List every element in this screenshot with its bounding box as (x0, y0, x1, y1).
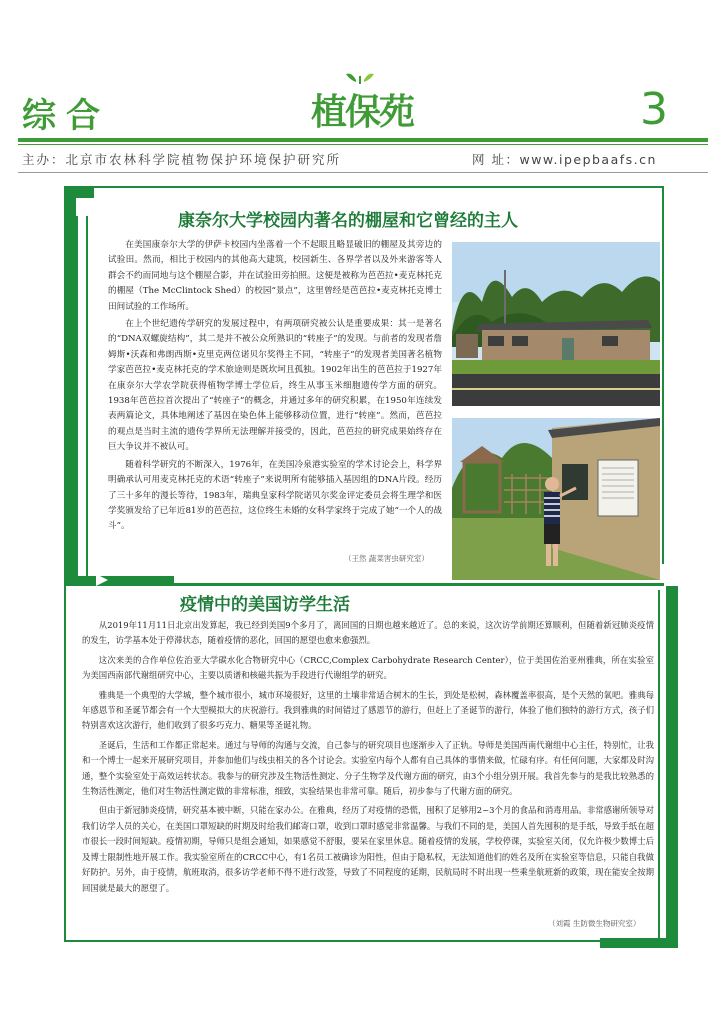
header-rule (18, 138, 708, 142)
shed-photo (452, 242, 660, 406)
article1-paragraph: 随着科学研究的不断深入，1976年，在美国冷泉港实验室的学术讨论会上，科学界明确承认可用麦克林托克的术语“转座子”来说明所有能够插入基因组的DNA片段。经历了三十多年的漫长等待，1983年，瑞典皇家科学院诺贝尔奖金评定委员会将生理学和医学奖颁发给了已年近81岁的芭芭拉，这位终生未婚的女科学家终于完成了她“一个人的战斗”。 (108, 459, 442, 532)
page-number: 3 (640, 84, 668, 135)
frame-lower-left-line (64, 586, 66, 942)
article1-body (108, 238, 442, 535)
newsletter-logo (306, 70, 418, 134)
article1-paragraph: 在上个世纪遗传学研究的发展过程中，有两项研究被公认是重要成果：其一是著名的“DNA双螺旋结构”，其二是并不被公众所熟识的“转座子”的发现。与前者的发现者詹姆斯•沃森和弗朗西斯•克里克两位诺贝尔奖得主不同，“转座子”的发现者美国著名植物学家芭芭拉•麦克林托克的学术旅途则是既坎坷且孤独。1902年出生的芭芭拉于1927年在康奈尔大学农学院获得植物学博士学位后，终生从事玉米细胞遗传学方面的研究。1938年芭芭拉首次提出了“转座子”的概念，并通过多年的研究积累，在1950年连续发表两篇论文，具体地阐述了基因在染色体上能够移动位置，进行“转座”。然而，芭芭拉的观点是当时主流的遗传学界所无法理解并接受的，因此，芭芭拉的研究成果始终存在巨大争议并不被认可。 (108, 319, 442, 453)
article1-paragraph: 在美国康奈尔大学的伊萨卡校园内坐落着一个不起眼且略显破旧的棚屋及其旁边的试验田。然而，相比于校园内的其他高大建筑，校园新生、各界学者以及外来游客等人群会不约而同地与这个棚屋合影，并在试验田旁拍照。这便是被称为芭芭拉•麦克林托克的棚屋（The McClintock Shed）的校园“景点”，这里曾经是芭芭拉•麦克林托克博士田间试验的工作场所。 (108, 240, 442, 312)
article2-paragraph: 这次来美的合作单位佐治亚大学碳水化合物研究中心（CRCC,Complex Carbohydrate Research Center），位于美国佐治亚州雅典，所在实验室为美国西南部代谢组研究中心，主要以质谱和核磁共振为手段进行代谢组学的研究。 (82, 654, 654, 681)
article2-paragraph: 雅典是一个典型的大学城，整个城市很小，城市环境很好，这里的土壤非常适合树木的生长，到处是松树，森林覆盖率很高，是个天然的氧吧。雅典每年感恩节和圣诞节都会有一个大型模拟大的庆祝游行。我到雅典的时间错过了感恩节的游行，但赶上了圣诞节的游行，体验了他们独特的游行方式，孩子们特别喜欢这次游行，他们收到了很多巧克力、糖果等圣诞礼物。 (82, 689, 654, 731)
frame-top-line (64, 186, 664, 188)
article2-title: 疫情中的美国访学生活 (180, 595, 350, 615)
frame-arrow (96, 574, 108, 586)
frame-lower-right-inner-line (658, 590, 660, 940)
frame-left-bar (64, 216, 78, 586)
frame-left-inner-line (86, 216, 88, 576)
website-line: 网 址：www.ipepbaafs.cn (472, 152, 657, 167)
section-title: 综合 (22, 96, 110, 136)
frame-bottom-line (64, 940, 678, 942)
frame-right-line (662, 186, 664, 564)
article2-credit: （刘霞 生防微生物研究室） (548, 919, 641, 928)
logo-text: 植保苑 (310, 92, 414, 133)
logo-graphic (306, 70, 418, 134)
header-divider (18, 172, 708, 173)
article2-paragraph: 但由于新冠肺炎疫情，研究基本被中断，只能在家办公。在雅典，经历了对疫情的恐慌，囤积了足够用2~3个月的食品和消毒用品。非常感谢所领导对我们访学人员的关心，在美国口罩短缺的时期及时给我们邮寄口罩，收到口罩时感觉非常温馨。与我们不同的是，美国人首先囤积的是手纸，导致手纸在超市很长一段时间短缺。疫情初期，导师只是组会通知，如果感觉不舒服，要呆在家里休息。随着疫情的发展，学校停课，实验室关闭，仅允许极少数博士后及博士限制性地开展工作。我实验室所在的CRCC中心，有1名员工被确诊为阳性，但由于隐私权，无法知道他们的姓名及所在实验室等信息，只能自我做好防护。另外，由于疫情，航班取消，很多访学老师不得不进行改签，导致了不同程度的延期，民航局时不时出现一些乘坐航班新的政策，现在能安全按期回国就是最大的愿望了。 (82, 805, 654, 893)
frame-mid-block (64, 576, 174, 586)
visitor-photo (452, 418, 660, 580)
frame-corner-top-left-v (64, 186, 76, 216)
sponsor-line: 主办：北京市农林科学院植物保护环境保护研究所 (22, 152, 342, 167)
article2-paragraph: 圣诞后，生活和工作都正常起来。通过与导师的沟通与交流，自己参与的研究项目也逐渐步入了正轨。导师是美国西南代谢组中心主任，特别忙，让我和一个博士一起来开展研究项目，并参加他们与线虫相关的各个讨论会。实验室内每个人都有自己具体的事情来做，忙碌有序。有任何问题，大家都及时沟通，整个实验室处于高效运转状态。我参与的研究涉及生物活性测定、分子生物学及代谢方面的研究，由3个小组分别开展。我首先参与的是我比较熟悉的生物活性测定，他们对生物活性测定做的非常标准，细致，实验结果也非常可靠。随后，初步参与了代谢方面的研究。 (82, 739, 654, 797)
header-rule-thin (18, 144, 708, 145)
article2-paragraph: 从2019年11月11日北京出发算起，我已经到美国9个多月了，离回国的日期也越来越近了。总的来说，这次访学前期还算顺利，但随着新冠肺炎疫情的发生，访学基本处于停滞状态，随着疫情的恶化，回国的愿望也愈来愈强烈。 (82, 620, 654, 646)
frame-bottom-block (600, 938, 678, 948)
article1-title: 康奈尔大学校园内著名的棚屋和它曾经的主人 (178, 211, 518, 231)
frame-lower-right-bar (666, 586, 678, 948)
article2-body (82, 618, 654, 896)
article1-credit: （王然 蔬菜害虫研究室） (344, 554, 429, 563)
